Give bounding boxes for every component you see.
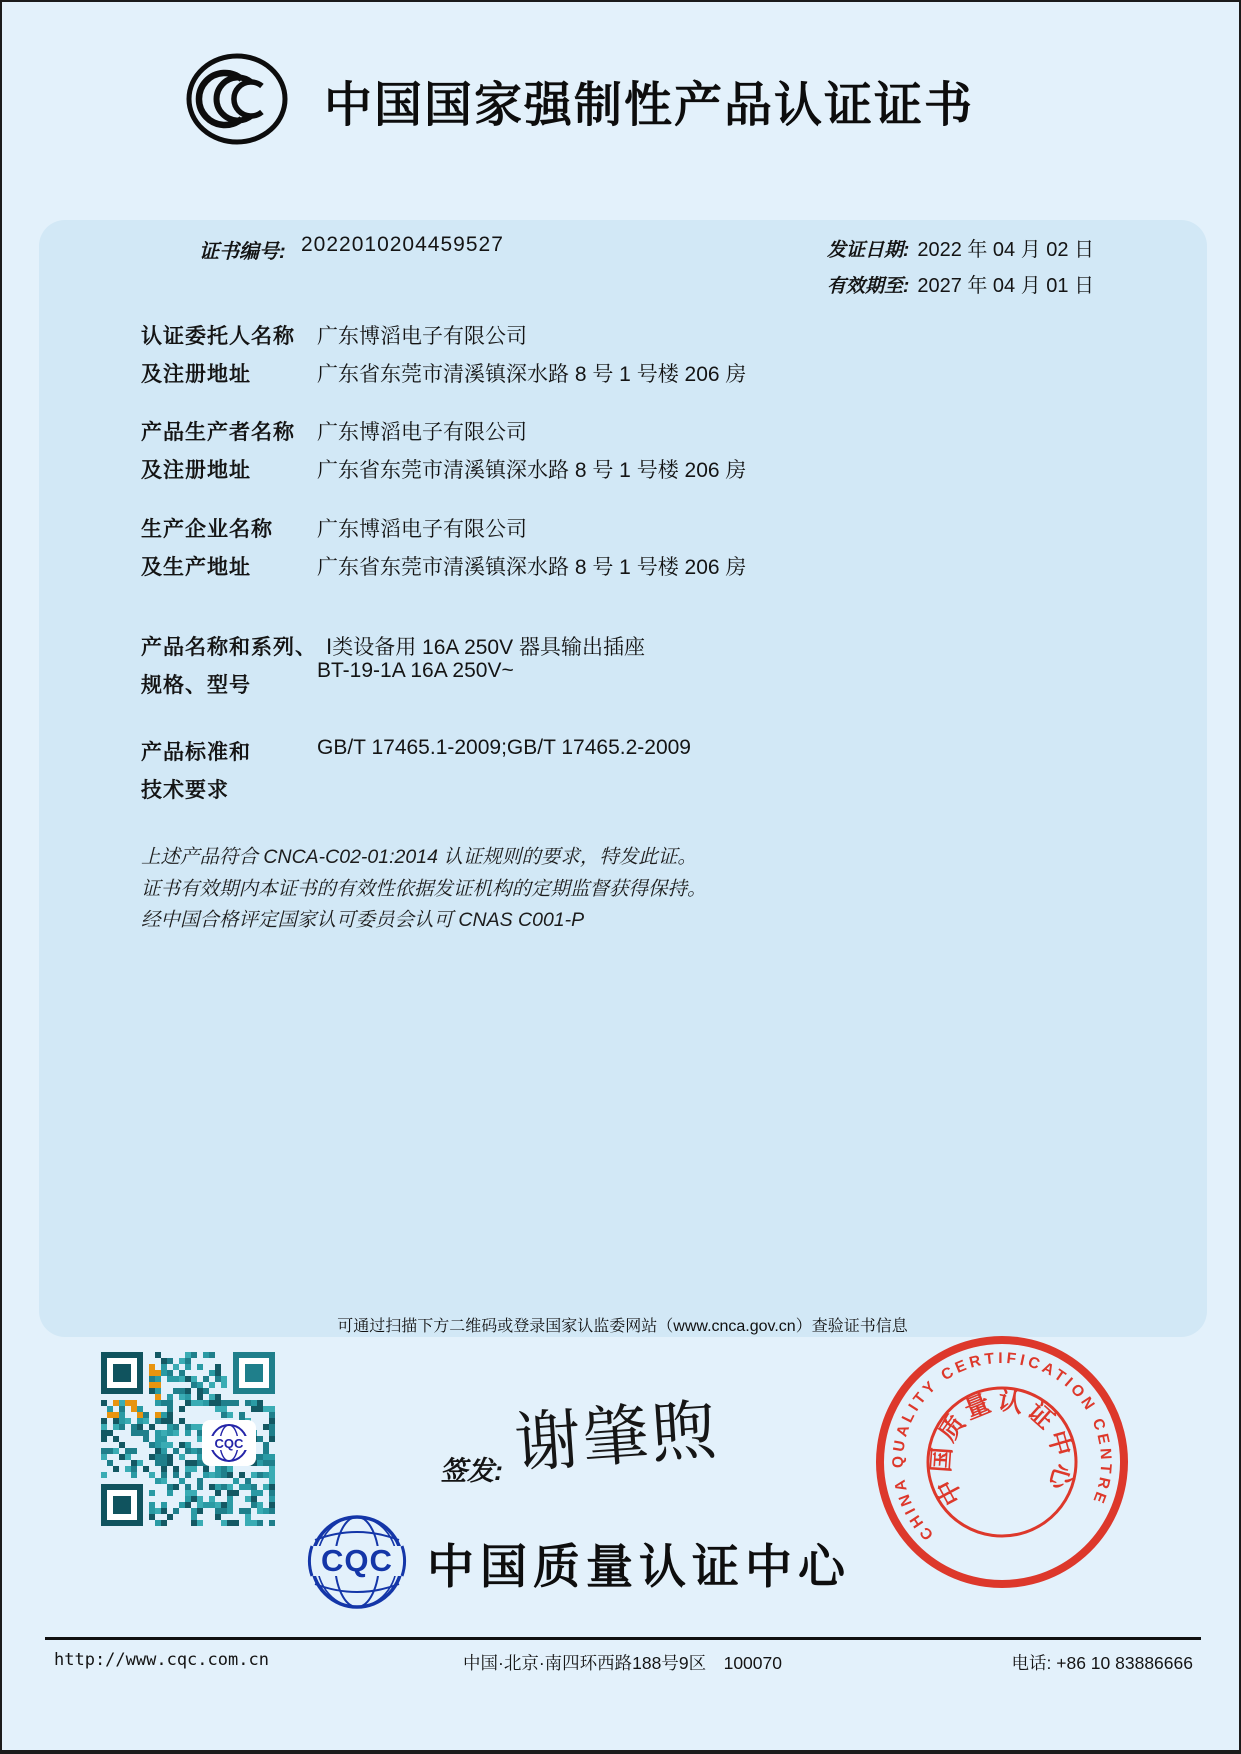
field-value: GB/T 17465.1-2009;GB/T 17465.2-2009 — [317, 736, 691, 759]
field-row-standard — [2, 736, 1241, 826]
footer-address: 中国·北京·南四环西路188号9区 100070 — [463, 1653, 782, 1673]
svg-text:CQC: CQC — [321, 1543, 393, 1578]
footer-phone: 电话: +86 10 83886666 — [1011, 1653, 1193, 1673]
cqc-logo-icon — [298, 1514, 416, 1610]
svg-text:CQC: CQC — [214, 1436, 244, 1451]
field-value: 广东省东莞市清溪镇深水路 8 号 1 号楼 206 房 — [317, 556, 747, 579]
verification-footnote: 可通过扫描下方二维码或登录国家认监委网站（www.cnca.gov.cn）查验证书信息 — [337, 1318, 908, 1335]
field-label: 产品生产者名称 — [141, 421, 295, 444]
statement-line: 上述产品符合 CNCA-C02-01:2014 认证规则的要求，特发此证。 — [141, 846, 697, 868]
signed-by-label: 签发: — [440, 1456, 503, 1486]
certificate-number-label: 证书编号: — [199, 241, 286, 263]
field-row-applicant — [2, 320, 1241, 410]
field-row-producer — [2, 416, 1241, 506]
field-label: 技术要求 — [141, 779, 229, 802]
seal-text-en: CHINA QUALITY CERTIFICATION CENTRE — [889, 1349, 1115, 1544]
field-value: 广东省东莞市清溪镇深水路 8 号 1 号楼 206 房 — [317, 459, 747, 482]
svg-text:CHINA QUALITY CERTIFICATION CE — [866, 1326, 1128, 1557]
field-label: 认证委托人名称 — [141, 325, 295, 348]
field-value: 广东博滔电子有限公司 — [317, 421, 527, 444]
qr-cqc-logo-icon — [202, 1420, 256, 1466]
ccc-logo-icon — [185, 52, 289, 146]
page-title: 中国国家强制性产品认证证书 — [324, 79, 975, 132]
statement-line: 证书有效期内本证书的有效性依据发证机构的定期监督获得保持。 — [141, 877, 707, 900]
field-label: 产品名称和系列、 — [141, 636, 317, 659]
footer-url: http://www.cqc.com.cn — [54, 1650, 269, 1670]
field-value: 广东省东莞市清溪镇深水路 8 号 1 号楼 206 房 — [317, 363, 747, 386]
field-value: Ⅰ类设备用 16A 250V 器具输出插座 — [326, 636, 645, 659]
field-label: 生产企业名称 — [141, 518, 273, 541]
valid-date-row — [827, 269, 1094, 298]
valid-date-label: 有效期至: — [827, 276, 910, 297]
field-label: 及生产地址 — [141, 556, 251, 579]
field-label: 及注册地址 — [141, 459, 251, 482]
field-row-manufacturer — [2, 513, 1241, 603]
signature: 谢肇煦 — [512, 1392, 721, 1481]
issue-date-row — [827, 233, 1094, 262]
seal-text-cn: 中国质量认证中心 — [927, 1386, 1078, 1510]
field-value: 广东博滔电子有限公司 — [317, 518, 527, 541]
field-value: 广东博滔电子有限公司 — [317, 325, 527, 348]
issue-date-label: 发证日期: — [827, 240, 910, 261]
field-value: BT-19-1A 16A 250V~ — [317, 659, 514, 682]
svg-text:中国质量认证中心 — [911, 1371, 1087, 1528]
statement-line: 经中国合格评定国家认可委员会认可 CNAS C001-P — [141, 909, 585, 931]
cqc-red-seal — [842, 1302, 1162, 1622]
valid-date-value: 2027 年 04 月 01 日 — [917, 275, 1095, 297]
field-label: 及注册地址 — [141, 363, 251, 386]
certificate-number-value: 2022010204459527 — [301, 233, 504, 256]
footer-divider — [45, 1637, 1201, 1640]
field-label: 规格、型号 — [141, 674, 251, 697]
issuer-name: 中国质量认证中心 — [427, 1540, 851, 1593]
field-row-product — [2, 631, 1241, 721]
statements-block — [141, 842, 707, 937]
field-label: 产品标准和 — [141, 741, 251, 764]
issue-date-value: 2022 年 04 月 02 日 — [917, 239, 1095, 261]
